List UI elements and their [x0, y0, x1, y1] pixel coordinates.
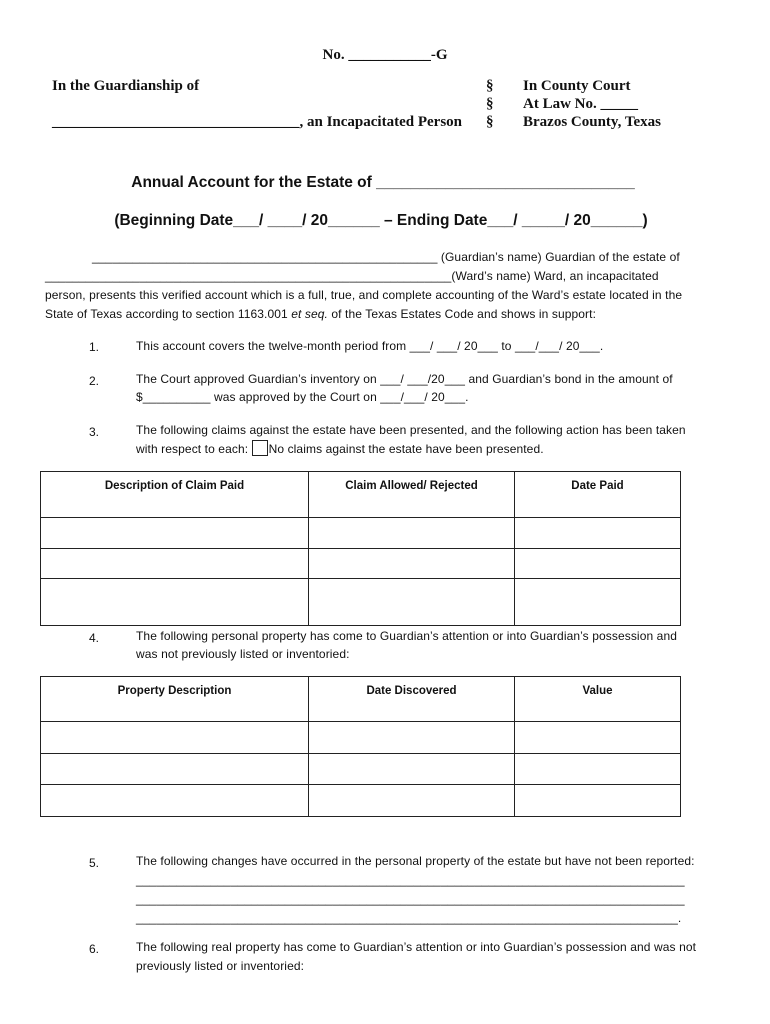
item-text: The following changes have occurred in the personal property of the estate but have not been reported: [136, 854, 695, 868]
et-seq-text: et seq. [291, 307, 328, 321]
table-cell[interactable] [41, 722, 309, 754]
column-header: Value [515, 677, 681, 722]
item-text: The following real property has come to Guardian’s attention or into Guardian’s possession and was not [136, 940, 697, 954]
table-row [41, 722, 681, 754]
table-cell[interactable] [515, 579, 681, 626]
blank-line[interactable]: _________________________________________________________________________________ [136, 892, 685, 906]
column-header: Claim Allowed/ Rejected [309, 472, 515, 518]
guardianship-of-label: In the Guardianship of [52, 78, 200, 94]
no-claims-label: No claims against the estate have been presented. [268, 442, 544, 456]
incapacitated-person-line: _________________________________, an Incapacitated Person [52, 114, 462, 130]
table-row [41, 518, 681, 549]
no-claims-checkbox[interactable] [252, 440, 268, 456]
item-text: previously listed or inventoried: [136, 959, 305, 973]
date-range-title: (Beginning Date___/ ____/ 20______ – Ending Date___/ _____/ 20______) [114, 212, 648, 229]
county-name: Brazos County, Texas [523, 114, 661, 130]
section-mark: § [486, 96, 494, 112]
item-number: 5. [89, 856, 100, 870]
intro-text-line [45, 305, 596, 324]
intro-text-line: person, presents this verified account which is a full, true, and complete accounting of the Ward’s estate located in the [45, 288, 683, 302]
table-cell[interactable] [515, 722, 681, 754]
item-text [136, 440, 544, 459]
case-number: No. ___________-G [322, 47, 448, 63]
item-number: 1. [89, 340, 100, 354]
ward-name-line: ____________________________________________________________(Ward’s name) Ward, an incapacitated [45, 269, 659, 283]
item-text: The following personal property has come to Guardian’s attention or into Guardian’s possession and [136, 629, 678, 643]
item-text: The Court approved Guardian’s inventory on ___/ ___/20___ and Guardian’s bond in the amount of [136, 372, 673, 386]
blank-line[interactable]: ________________________________________________________________________________. [136, 911, 682, 925]
court-name: In County Court [523, 78, 631, 94]
item-number: 6. [89, 942, 100, 956]
table-cell[interactable] [515, 549, 681, 579]
table-cell[interactable] [309, 579, 515, 626]
table-cell[interactable] [41, 518, 309, 549]
section-mark: § [486, 78, 494, 94]
table-cell[interactable] [41, 754, 309, 785]
table-row [41, 549, 681, 579]
form-title: Annual Account for the Estate of ______________________________ [131, 174, 635, 191]
table-row [41, 785, 681, 817]
item-number: 3. [89, 425, 100, 439]
item-text: $__________ was approved by the Court on ___/___/ 20___. [136, 390, 469, 404]
column-header: Description of Claim Paid [41, 472, 309, 518]
item-number: 2. [89, 374, 100, 388]
table-row [41, 579, 681, 626]
claims-table [40, 471, 681, 626]
item-text: was not previously listed or inventoried: [136, 647, 350, 661]
table-header-row [41, 472, 681, 518]
table-row [41, 754, 681, 785]
table-cell[interactable] [41, 579, 309, 626]
item-text: The following claims against the estate have been presented, and the following action has been taken [136, 423, 686, 437]
table-cell[interactable] [309, 549, 515, 579]
item-text: This account covers the twelve-month period from ___/ ___/ 20___ to ___/___/ 20___. [136, 339, 604, 353]
table-cell[interactable] [309, 518, 515, 549]
section-mark: § [486, 114, 494, 130]
table-cell[interactable] [309, 754, 515, 785]
property-table [40, 676, 681, 817]
court-number: At Law No. _____ [523, 96, 638, 112]
intro-text: State of Texas according to section 1163.001 [45, 307, 292, 321]
table-cell[interactable] [309, 785, 515, 817]
column-header: Date Paid [515, 472, 681, 518]
table-cell[interactable] [41, 785, 309, 817]
table-cell[interactable] [515, 518, 681, 549]
column-header: Property Description [41, 677, 309, 722]
blank-line[interactable]: _________________________________________________________________________________ [136, 873, 685, 887]
table-cell[interactable] [309, 722, 515, 754]
item-text: with respect to each: [136, 442, 252, 456]
table-cell[interactable] [41, 549, 309, 579]
intro-text: of the Texas Estates Code and shows in support: [327, 307, 597, 321]
table-header-row [41, 677, 681, 722]
column-header: Date Discovered [309, 677, 515, 722]
table-cell[interactable] [515, 785, 681, 817]
guardian-name-line: ___________________________________________________ (Guardian’s name) Guardian of the estate of [92, 250, 680, 264]
table-cell[interactable] [515, 754, 681, 785]
item-number: 4. [89, 631, 100, 645]
